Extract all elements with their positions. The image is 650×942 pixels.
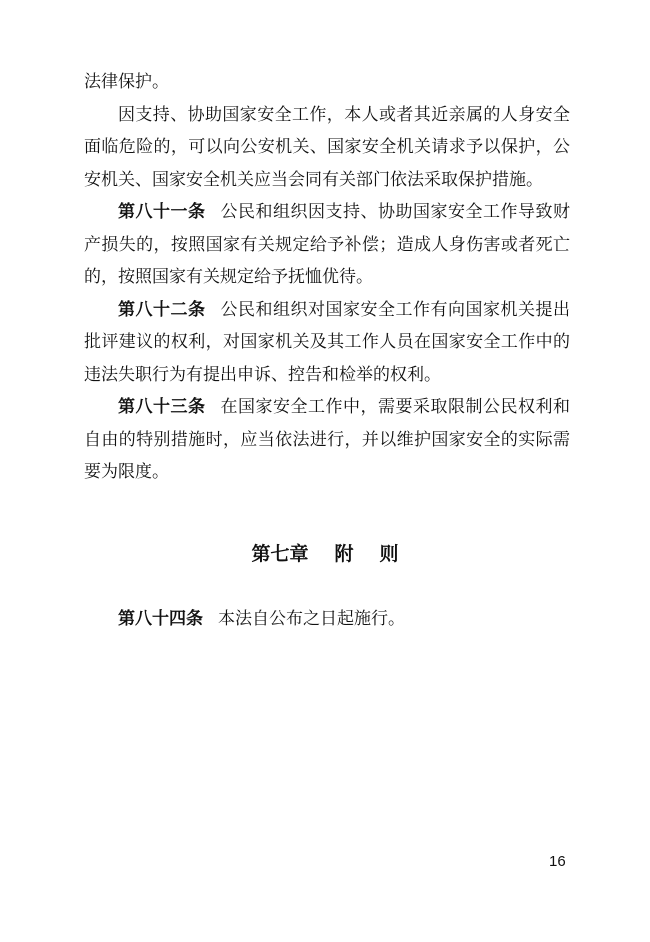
page-number: 16	[549, 853, 566, 870]
article-82-number: 第八十二条	[118, 299, 206, 320]
article-84	[118, 603, 570, 635]
chapter-number: 第七章	[251, 543, 309, 565]
article-83	[84, 391, 570, 489]
article-82-text: 公民和组织对国家安全工作有向国家机关提出批评建议的权利，对国家机关及其工作人员在国家安全工作中的违法失职行为有提出申诉、控告和检举的权利。	[84, 299, 570, 385]
article-83-text: 在国家安全工作中，需要采取限制公民权利和自由的特别措施时，应当依法进行，并以维护国家安全的实际需要为限度。	[84, 397, 570, 482]
article-81-text: 公民和组织因支持、协助国家安全工作导致财产损失的，按照国家有关规定给予补偿；造成人身伤害或者死亡的，按照国家有关规定给予抚恤优待。	[84, 202, 570, 287]
article-83-number: 第八十三条	[118, 397, 206, 417]
chapter-name-part2: 则	[379, 543, 399, 565]
paragraph-protection: 因支持、协助国家安全工作，本人或者其近亲属的人身安全面临危险的，可以向公安机关、国家安全机关请求予以保护，公安机关、国家安全机关应当会同有关部门依法采取保护措施。	[84, 104, 570, 190]
chapter-name-part1: 附	[334, 543, 354, 565]
article-84-text: 本法自公布之日起施行。	[218, 609, 405, 629]
body-text	[84, 66, 570, 489]
paragraph-continuation: 法律保护。	[84, 72, 169, 92]
article-84-number: 第八十四条	[118, 609, 203, 629]
article-81	[84, 196, 570, 294]
article-82	[84, 294, 570, 392]
chapter-heading	[0, 539, 650, 569]
article-81-number: 第八十一条	[118, 202, 206, 222]
